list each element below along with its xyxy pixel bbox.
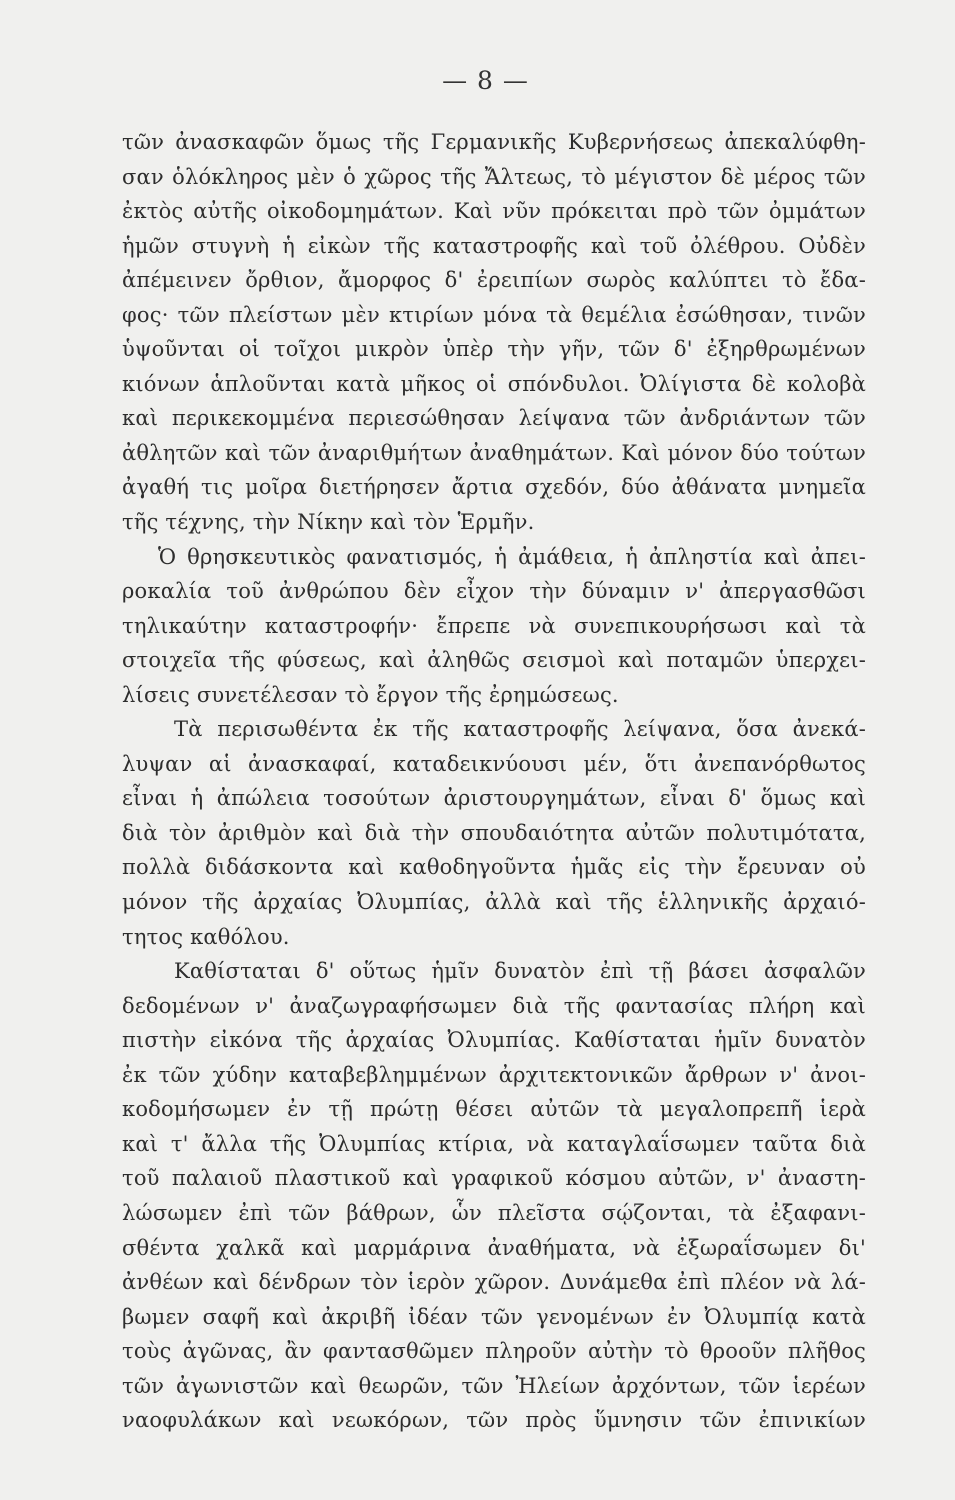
text-line: Ὁ θρησκευτικὸς φανατισμός, ἡ ἀμάθεια, ἡ ἀπληστία καὶ ἀπει-: [158, 544, 866, 569]
text-line: Τὰ περισωθέντα ἐκ τῆς καταστροφῆς λείψανα, ὅσα ἀνεκά-: [174, 717, 866, 742]
text-line: ἀθλητῶν καὶ τῶν ἀναριθμήτων ἀναθημάτων. Καὶ μόνον δύο τούτων: [122, 440, 866, 465]
text-line: βωμεν σαφῆ καὶ ἀκριβῆ ἰδέαν τῶν γενομένων ἐν Ὀλυμπίᾳ κατὰ: [122, 1304, 866, 1329]
text-line: ἀγαθή τις μοῖρα διετήρησεν ἄρτια σχεδόν, δύο ἀθάνατα μνημεῖα: [122, 475, 866, 500]
text-line: τητος καθόλου.: [122, 924, 290, 949]
text-line: καὶ τ' ἄλλα τῆς Ὀλυμπίας κτίρια, νὰ καταγλαΐσωμεν ταῦτα διὰ: [122, 1131, 866, 1156]
text-line: δεδομένων ν' ἀναζωγραφήσωμεν διὰ τῆς φαντασίας πλήρη καὶ: [122, 993, 866, 1018]
text-line: ἀπέμεινεν ὄρθιον, ἄμορφος δ' ἐρειπίων σωρὸς καλύπτει τὸ ἔδα-: [122, 268, 866, 293]
text-line: λώσωμεν ἐπὶ τῶν βάθρων, ὧν πλεῖστα σῴζονται, τὰ ἐξαφανι-: [122, 1200, 866, 1225]
text-line: Καθίσταται δ' οὕτως ἡμῖν δυνατὸν ἐπὶ τῇ βάσει ἀσφαλῶν: [174, 959, 866, 984]
text-line: τηλικαύτην καταστροφήν· ἔπρεπε νὰ συνεπικουρήσωσι καὶ τὰ: [122, 613, 866, 638]
text-line: πιστὴν εἰκόνα τῆς ἀρχαίας Ὀλυμπίας. Καθίσταται ἡμῖν δυνατὸν: [122, 1028, 866, 1053]
page-number: [0, 66, 955, 95]
text-line: ἐκτὸς αὐτῆς οἰκοδομημάτων. Καὶ νῦν πρόκειται πρὸ τῶν ὀμμάτων: [122, 199, 866, 224]
text-line: λίσεις συνετέλεσαν τὸ ἔργον τῆς ἐρημώσεως.: [122, 682, 619, 707]
text-line: μόνον τῆς ἀρχαίας Ὀλυμπίας, ἀλλὰ καὶ τῆς ἑλληνικῆς ἀρχαιό-: [122, 890, 866, 915]
page-number-text: — 8 —: [442, 66, 529, 95]
text-line: κοδομήσωμεν ἐν τῇ πρώτῃ θέσει αὐτῶν τὰ μεγαλοπρεπῆ ἱερὰ: [122, 1097, 866, 1122]
text-line: ἀνθέων καὶ δένδρων τὸν ἱερὸν χῶρον. Δυνάμεθα ἐπὶ πλέον νὰ λά-: [122, 1270, 866, 1295]
text-line: πολλὰ διδάσκοντα καὶ καθοδηγοῦντα ἡμᾶς εἰς τὴν ἔρευναν οὐ: [122, 855, 866, 880]
text-line: σαν ὁλόκληρος μὲν ὁ χῶρος τῆς Ἄλτεως, τὸ μέγιστον δὲ μέρος τῶν: [122, 164, 866, 189]
text-line: διὰ τὸν ἀριθμὸν καὶ διὰ τὴν σπουδαιότητα αὐτῶν πολυτιμότατα,: [122, 820, 866, 845]
text-line: καὶ περικεκομμένα περιεσώθησαν λείψανα τῶν ἀνδριάντων τῶν: [122, 406, 866, 431]
text-line: στοιχεῖα τῆς φύσεως, καὶ ἀληθῶς σεισμοὶ καὶ ποταμῶν ὑπερχει-: [122, 648, 866, 673]
text-line: φος· τῶν πλείστων μὲν κτιρίων μόνα τὰ θεμέλια ἐσώθησαν, τινῶν: [122, 302, 866, 327]
body-text: [122, 125, 866, 1438]
text-line: ὑψοῦνται οἱ τοῖχοι μικρὸν ὑπὲρ τὴν γῆν, τῶν δ' ἐξηρθρωμένων: [122, 337, 866, 362]
text-line: ναοφυλάκων καὶ νεωκόρων, τῶν πρὸς ὕμνησιν τῶν ἐπινικίων: [122, 1408, 866, 1433]
text-line: τῆς τέχνης, τὴν Νίκην καὶ τὸν Ἑρμῆν.: [122, 510, 535, 535]
text-line: κιόνων ἁπλοῦνται κατὰ μῆκος οἱ σπόνδυλοι. Ὀλίγιστα δὲ κολοβὰ: [122, 371, 866, 396]
text-line: ἐκ τῶν χύδην καταβεβλημμένων ἀρχιτεκτονικῶν ἄρθρων ν' ἀνοι-: [122, 1062, 866, 1087]
text-line: τοὺς ἀγῶνας, ἂν φαντασθῶμεν πληροῦν αὐτὴν τὸ θροοῦν πλῆθος: [122, 1339, 866, 1364]
text-line: τοῦ παλαιοῦ πλαστικοῦ καὶ γραφικοῦ κόσμου αὐτῶν, ν' ἀναστη-: [122, 1166, 866, 1191]
text-line: λυψαν αἱ ἀνασκαφαί, καταδεικνύουσι μέν, ὅτι ἀνεπανόρθωτος: [122, 751, 866, 776]
text-line: ἡμῶν στυγνὴ ἡ εἰκὼν τῆς καταστροφῆς καὶ τοῦ ὀλέθρου. Οὐδὲν: [122, 233, 866, 258]
text-line: ροκαλία τοῦ ἀνθρώπου δὲν εἶχον τὴν δύναμιν ν' ἀπεργασθῶσι: [122, 579, 866, 604]
text-line: σθέντα χαλκᾶ καὶ μαρμάρινα ἀναθήματα, νὰ ἐξωραΐσωμεν δι': [122, 1235, 866, 1260]
text-line: τῶν ἀνασκαφῶν ὅμως τῆς Γερμανικῆς Κυβερνήσεως ἀπεκαλύφθη-: [122, 130, 866, 154]
text-line: εἶναι ἡ ἀπώλεια τοσούτων ἀριστουργημάτων, εἶναι δ' ὅμως καὶ: [122, 786, 866, 811]
text-line: τῶν ἀγωνιστῶν καὶ θεωρῶν, τῶν Ἠλείων ἀρχόντων, τῶν ἱερέων: [122, 1373, 866, 1398]
